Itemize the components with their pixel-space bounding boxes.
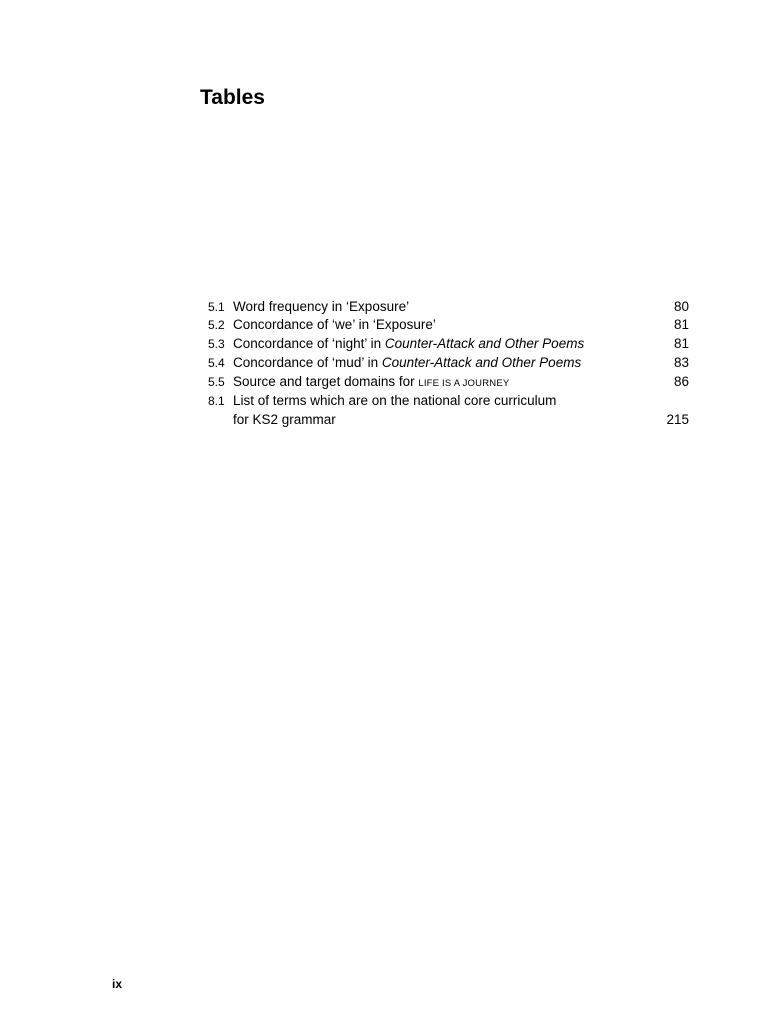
table-number: 5.2 — [208, 318, 225, 332]
page-number: 81 — [673, 317, 689, 332]
table-title: Concordance of ‘we’ in ‘Exposure’ — [233, 317, 436, 332]
list-item — [208, 335, 689, 353]
page-number: 80 — [673, 299, 689, 314]
list-item — [208, 392, 689, 410]
table-title — [233, 335, 584, 353]
table-title-text: Concordance of ‘night’ in — [233, 336, 385, 351]
work-title: Counter-Attack and Other Poems — [384, 336, 585, 351]
table-number: 8.1 — [208, 394, 225, 408]
table-number: 5.5 — [208, 375, 225, 389]
page-number: 83 — [673, 355, 689, 370]
list-item — [208, 354, 689, 372]
folio: ix — [112, 977, 123, 991]
table-title: List of terms which are on the national core curriculum — [233, 393, 557, 408]
work-title: Counter-Attack and Other Poems — [381, 355, 582, 370]
list-item — [208, 373, 689, 391]
table-title — [233, 354, 581, 372]
metaphor-smallcaps: LIFE IS A JOURNEY — [418, 378, 510, 389]
tables-list — [208, 298, 689, 429]
list-item-continuation — [208, 411, 689, 429]
page-number: 86 — [673, 374, 689, 389]
table-title: for KS2 grammar — [233, 412, 336, 427]
page-heading: Tables — [200, 86, 265, 109]
table-number: 5.3 — [208, 337, 225, 351]
table-title — [233, 373, 509, 393]
list-item — [208, 316, 689, 334]
table-number: 5.4 — [208, 356, 225, 370]
page-number: 215 — [666, 412, 689, 427]
table-number: 5.1 — [208, 300, 225, 314]
table-title-text: Concordance of ‘mud’ in — [233, 355, 382, 370]
table-title: Word frequency in ‘Exposure’ — [233, 299, 410, 314]
list-item — [208, 298, 689, 316]
table-title-text: Source and target domains for — [233, 374, 419, 389]
page-number: 81 — [673, 336, 689, 351]
